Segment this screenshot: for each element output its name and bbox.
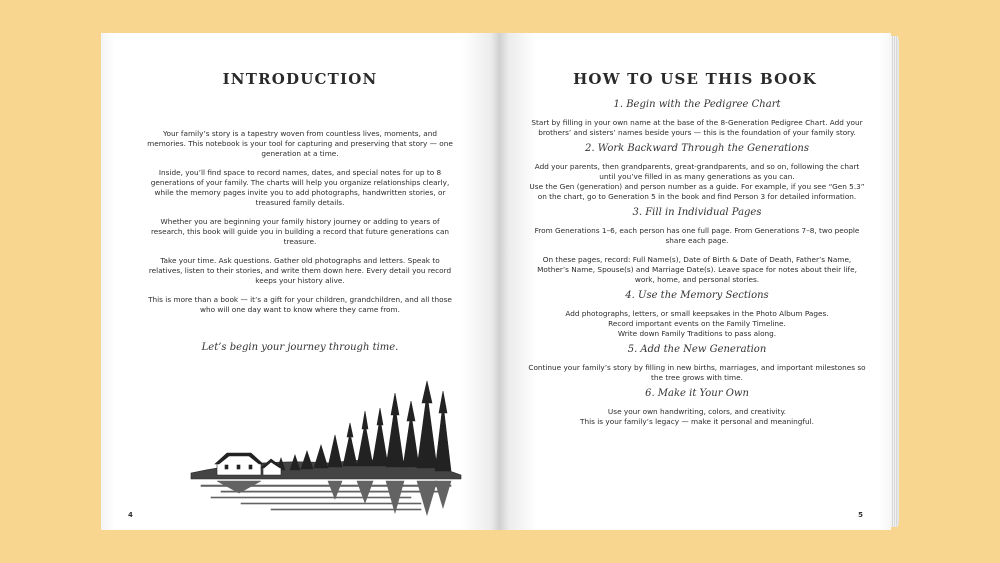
intro-paragraph: Whether you are beginning your family history journey or adding to years of research, this book will guide you in building a record that future generations can treasure. — [150, 217, 450, 246]
section-heading: 1. Begin with the Pedigree Chart — [613, 99, 781, 110]
intro-paragraph: Your family’s story is a tapestry woven from countless lives, moments, and memories. This notebook is your tool for capturing and preserving that story — one generation at a time. — [147, 129, 453, 158]
intro-body — [145, 129, 455, 324]
section-text: Add your parents, then grandparents, great-grandparents, and so on, following the chart until you’ve filled in as many generations as you can. — [534, 162, 860, 181]
how-to-title: HOW TO USE THIS BOOK — [573, 70, 817, 88]
section-text: From Generations 1–6, each person has one full page. From Generations 7–8, two people share each page. — [534, 226, 860, 245]
section-text: Continue your family’s story by filling in new births, marriages, and important milestones so the tree grows with time. — [528, 363, 866, 382]
right-page — [499, 33, 891, 530]
section-text: Write down Family Traditions to pass along. — [617, 329, 777, 338]
open-book — [101, 33, 897, 530]
intro-closing-line: Let’s begin your journey through time. — [201, 342, 399, 353]
left-page — [101, 33, 499, 530]
intro-title: INTRODUCTION — [222, 70, 378, 88]
section-text: Add photographs, letters, or small keepsakes in the Photo Album Pages. — [565, 309, 829, 318]
instruction-section — [527, 143, 867, 202]
section-heading: 5. Add the New Generation — [627, 344, 767, 355]
intro-paragraph: Inside, you’ll find space to record names, dates, and special notes for up to 8 generations of your family. The charts will help you organize relationships clearly, while the memory pages invite you to add photographs, handwritten stories, or treasured family details. — [150, 168, 450, 207]
instruction-section — [527, 99, 867, 138]
page-number: 5 — [858, 511, 863, 519]
section-text: Use your own handwriting, colors, and creativity. — [607, 407, 787, 416]
instruction-section — [527, 290, 867, 339]
instruction-section — [527, 388, 867, 427]
section-heading: 6. Make it Your Own — [645, 388, 749, 399]
section-text: Start by filling in your own name at the base of the 8-Generation Pedigree Chart. Add your brothers’ and sisters’ names beside yours — this is the foundation of your family story. — [531, 118, 863, 137]
section-heading: 3. Fill in Individual Pages — [632, 207, 762, 218]
section-text: This is your family’s legacy — make it personal and meaningful. — [580, 417, 814, 426]
section-text: Use the Gen (generation) and person number as a guide. For example, if you see “Gen 5.3” on the chart, go to Generation 5 in the book and find Person 3 for detailed information. — [529, 182, 865, 201]
intro-paragraph: This is more than a book — it’s a gift for your children, grandchildren, and all those who will one day want to know where they came from. — [148, 295, 452, 314]
page-edges-outer — [897, 39, 899, 524]
section-heading: 2. Work Backward Through the Generations — [585, 143, 809, 154]
how-to-body — [527, 99, 867, 432]
section-text: Record important events on the Family Timeline. — [608, 319, 786, 328]
forest-lake-illustration — [181, 363, 471, 528]
intro-paragraph: Take your time. Ask questions. Gather old photographs and letters. Speak to relatives, listen to their stories, and write them down here. Every detail you record keeps your history alive. — [148, 256, 452, 285]
page-number: 4 — [128, 511, 133, 519]
instruction-section — [527, 207, 867, 285]
instruction-section — [527, 344, 867, 383]
section-text: On these pages, record: Full Name(s), Date of Birth & Date of Death, Father’s Name, Mother’s Name, Spouse(s) and Marriage Date(s). Leave space for notes about their life, work, home, and personal stories. — [537, 255, 857, 284]
section-heading: 4. Use the Memory Sections — [625, 290, 769, 301]
